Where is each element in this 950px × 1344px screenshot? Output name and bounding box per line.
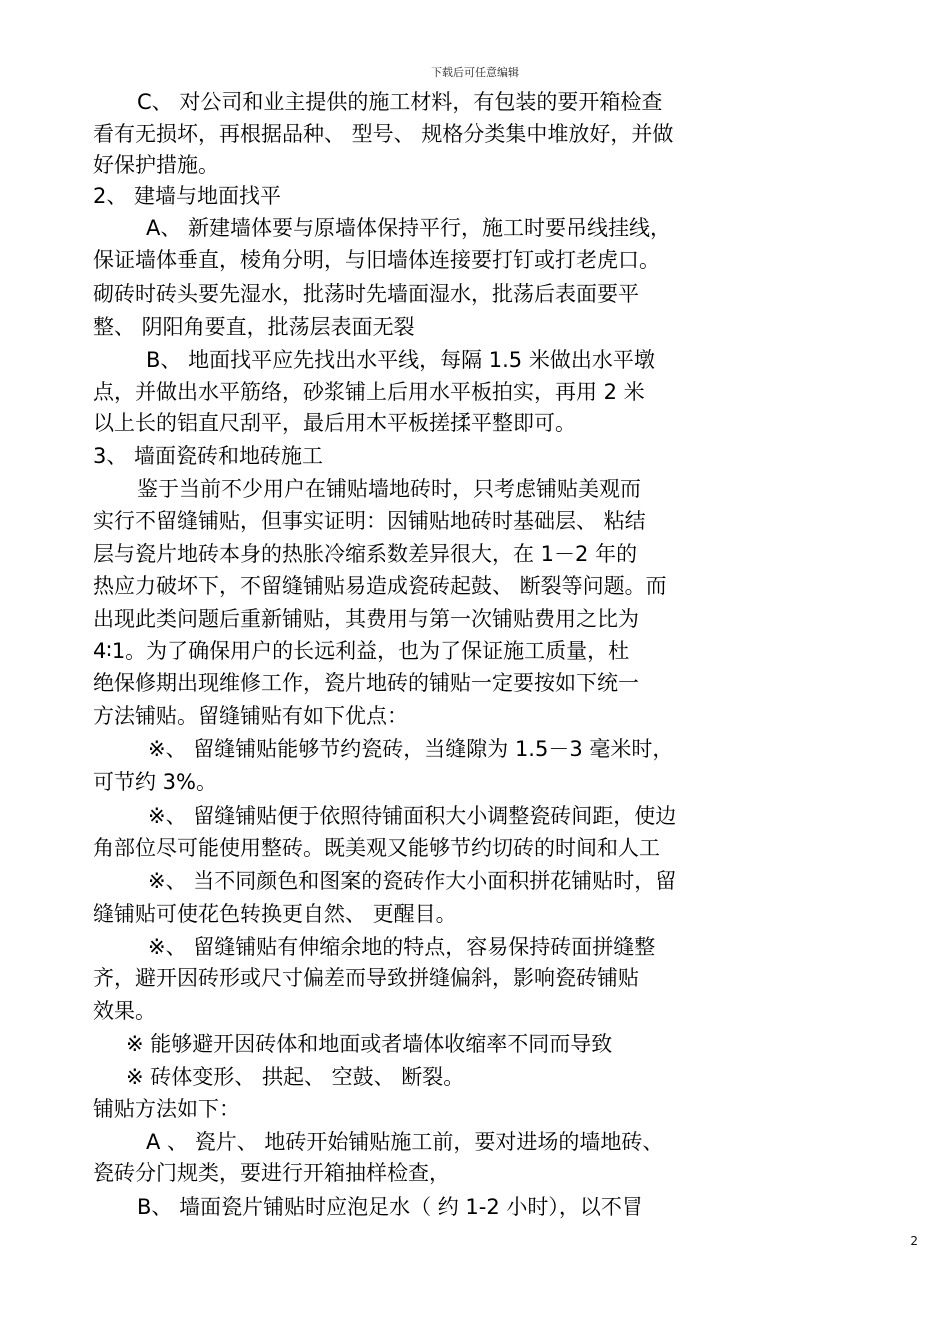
page-header: 下载后可任意编辑 [431, 66, 519, 79]
text-line: A、 新建墙体要与原墙体保持平行，施工时要吊线挂线， [146, 216, 672, 240]
section-heading: 3、 墙面瓷砖和地砖施工 [93, 444, 324, 468]
text-line: B、 地面找平应先找出水平线，每隔 1.5 米做出水平墩 [146, 348, 655, 372]
text-line: 层与瓷片地砖本身的热胀冷缩系数差异很大，在 1－2 年的 [93, 542, 638, 566]
text-line: C、 对公司和业主提供的施工材料，有包装的要开箱检查 [137, 90, 663, 114]
list-item: ※ 砖体变形、 拱起、 空鼓、 断裂。 [126, 1065, 465, 1089]
text-line: 角部位尽可能使用整砖。既美观又能够节约切砖的时间和人工 [93, 836, 660, 860]
text-line: 缝铺贴可使花色转换更自然、 更醒目。 [93, 902, 457, 926]
text-line: 以上长的铝直尺刮平，最后用木平板搓揉平整即可。 [93, 411, 576, 435]
section-heading: 2、 建墙与地面找平 [93, 184, 282, 208]
text-line: 整、 阴阳角要直，批荡层表面无裂 [93, 315, 415, 339]
text-line: 砌砖时砖头要先湿水，批荡时先墙面湿水，批荡后表面要平 [93, 282, 639, 306]
text-line: 鉴于当前不少用户在铺贴墙地砖时，只考虑铺贴美观而 [137, 477, 641, 501]
text-line: B、 墙面瓷片铺贴时应泡足水（ 约 1-2 小时），以不冒 [137, 1195, 643, 1219]
text-line: 方法铺贴。留缝铺贴有如下优点： [93, 704, 408, 728]
page-number: 2 [910, 1234, 918, 1248]
text-line: 看有无损坏，再根据品种、 型号、 规格分类集中堆放好，并做 [93, 122, 674, 146]
section-heading: 铺贴方法如下： [93, 1097, 240, 1121]
text-line: 热应力破坏下，不留缝铺贴易造成瓷砖起鼓、 断裂等问题。而 [93, 574, 667, 598]
text-line: 绝保修期出现维修工作，瓷片地砖的铺贴一定要按如下统一 [93, 671, 639, 695]
text-line: 瓷砖分门规类，要进行开箱抽样检查， [93, 1161, 450, 1185]
text-line: 齐，避开因砖形或尺寸偏差而导致拼缝偏斜，影响瓷砖铺贴 [93, 966, 639, 990]
text-line: 保证墙体垂直，棱角分明，与旧墙体连接要打钉或打老虎口。 [93, 248, 660, 272]
list-item: ※、 留缝铺贴便于依照待铺面积大小调整瓷砖间距，使边 [148, 804, 677, 828]
text-line: 效果。 [93, 999, 156, 1023]
text-line: 实行不留缝铺贴，但事实证明：因铺贴地砖时基础层、 粘结 [93, 509, 646, 533]
list-item: ※、 留缝铺贴能够节约瓷砖，当缝隙为 1.5－3 毫米时， [148, 737, 674, 761]
text-line: 出现此类问题后重新铺贴，其费用与第一次铺贴费用之比为 [93, 607, 639, 631]
text-line: A 、 瓷片、 地砖开始铺贴施工前，要对进场的墙地砖、 [146, 1130, 664, 1154]
text-line: 好保护措施。 [93, 153, 219, 177]
text-line: 可节约 3%。 [93, 770, 217, 794]
text-line: 4∶1。为了确保用户的长远利益，也为了保证施工质量，杜 [93, 639, 630, 663]
list-item: ※、 留缝铺贴有伸缩余地的特点，容易保持砖面拼缝整 [148, 935, 656, 959]
text-line: 点，并做出水平筋络，砂浆铺上后用水平板拍实，再用 2 米 [93, 380, 645, 404]
list-item: ※ 能够避开因砖体和地面或者墙体收缩率不同而导致 [126, 1032, 613, 1056]
list-item: ※、 当不同颜色和图案的瓷砖作大小面积拼花铺贴时，留 [148, 869, 677, 893]
